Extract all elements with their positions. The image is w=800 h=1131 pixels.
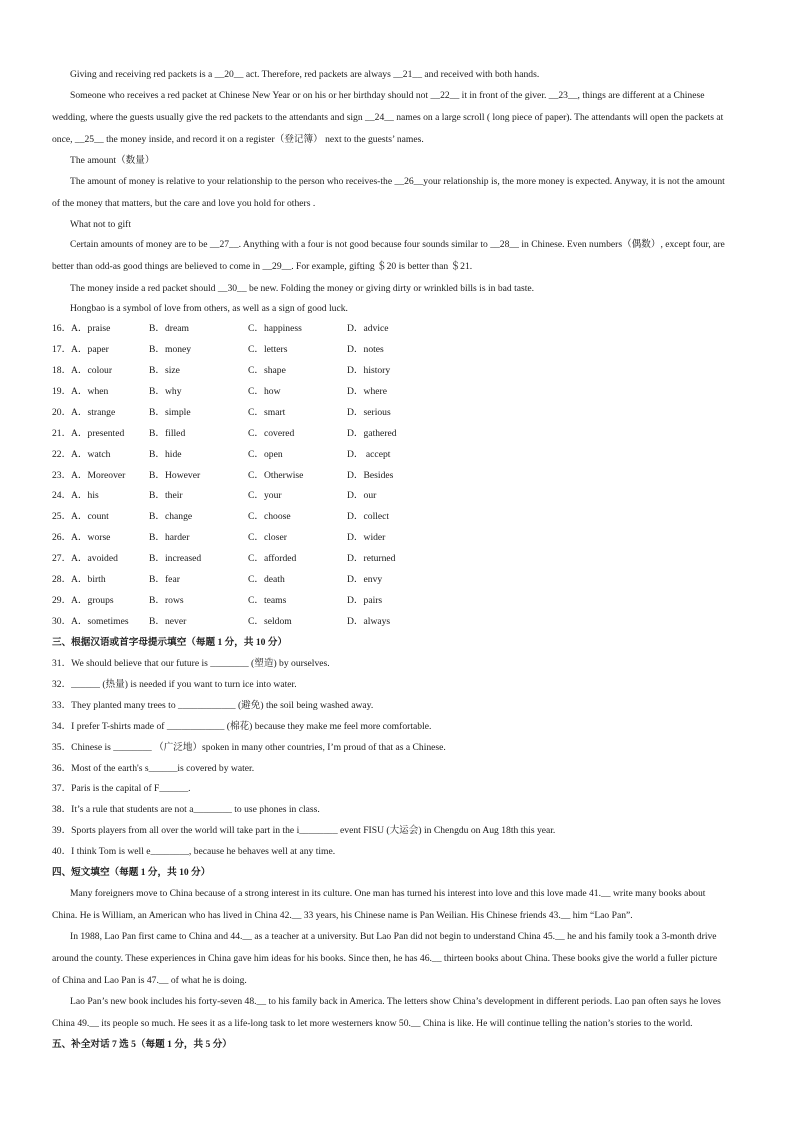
option-a: A．groups (71, 595, 114, 606)
question-number: 25． (52, 511, 72, 522)
passage-line: Hongbao is a symbol of love from others, as well as a sign of good luck. (70, 303, 348, 314)
option-a: A．count (71, 511, 109, 522)
option-a: A．worse (71, 532, 111, 543)
passage-line: China 49.__ its people so much. He sees it as a life-long task to let more westerners know 50.__ China is like. He will continue telling the nation’s stories to the world. (52, 1018, 693, 1029)
option-b: B．never (149, 616, 187, 627)
option-d: D．pairs (347, 595, 383, 606)
option-c: C．letters (248, 344, 288, 355)
option-c: C．seldom (248, 616, 292, 627)
option-a: A．avoided (71, 553, 118, 564)
option-a: A．when (71, 386, 109, 397)
option-b: B．increased (149, 553, 202, 564)
option-a: A．watch (71, 449, 111, 460)
question-number: 29． (52, 595, 72, 606)
option-c: C．death (248, 574, 285, 585)
option-d: D． accept (347, 449, 391, 460)
passage-line: The money inside a red packet should __30__ be new. Folding the money or giving dirty or wrinkled bills is in bad taste. (70, 283, 535, 294)
option-b: B．simple (149, 407, 191, 418)
question-number: 18． (52, 365, 72, 376)
passage-line: once, __25__ the money inside, and record it on a register（登记簿） next to the guests’ names. (52, 134, 424, 145)
option-d: D．Besides (347, 470, 394, 481)
question-number: 22． (52, 449, 72, 460)
option-c: C．Otherwise (248, 470, 304, 481)
question-number: 24． (52, 490, 72, 501)
passage-line: wedding, where the guests usually give the red packets to the attendants and sign __24__ names on a large scroll ( long piece of paper). The attendants will open the packets at (52, 112, 724, 123)
option-b: B．size (149, 365, 180, 376)
section-heading: 三、根据汉语或首字母提示填空（每题 1 分，共 10 分） (52, 637, 288, 648)
question-number: 21． (52, 428, 72, 439)
option-b: B．why (149, 386, 182, 397)
option-a: A．praise (71, 323, 111, 334)
option-b: B．change (149, 511, 193, 522)
fill-in-question: 35．Chinese is ________ （广泛地）spoken in many other countries, I’m proud of that as a Chinese. (52, 742, 446, 753)
fill-in-question: 38．It’s a rule that students are not a________ to use phones in class. (52, 804, 320, 815)
option-b: B．hide (149, 449, 182, 460)
option-d: D．notes (347, 344, 384, 355)
option-c: C．happiness (248, 323, 302, 334)
option-c: C．covered (248, 428, 295, 439)
option-d: D．where (347, 386, 387, 397)
passage-line: In 1988, Lao Pan first came to China and 44.__ as a teacher at a university. But Lao Pan did not begin to understand China 45.__ he and his family took a 3-month drive (70, 931, 717, 942)
option-d: D．returned (347, 553, 396, 564)
passage-line: China. He is William, an American who has lived in China 42.__ 33 years, his Chinese name is Pan Weilian. His Chinese friends 43.__ him “Lao Pan”. (52, 910, 633, 921)
option-d: D．collect (347, 511, 390, 522)
fill-in-question: 37．Paris is the capital of F______. (52, 783, 191, 794)
option-a: A．presented (71, 428, 125, 439)
option-a: A．Moreover (71, 470, 126, 481)
question-number: 23． (52, 470, 72, 481)
question-number: 27． (52, 553, 72, 564)
option-d: D．always (347, 616, 391, 627)
option-d: D．serious (347, 407, 391, 418)
fill-in-question: 33．They planted many trees to ____________ (避免) the soil being washed away. (52, 700, 374, 711)
fill-in-question: 31．We should believe that our future is ________ (塑造) by ourselves. (52, 658, 330, 669)
passage-line: Giving and receiving red packets is a __20__ act. Therefore, red packets are always __21__ and received with both hands. (70, 69, 540, 80)
option-c: C．open (248, 449, 283, 460)
option-c: C．smart (248, 407, 286, 418)
question-number: 20． (52, 407, 72, 418)
passage-line: Someone who receives a red packet at Chinese New Year or on his or her birthday should not __22__ it in front of the giver. __23__, things are different at a Chinese (70, 90, 705, 101)
option-d: D．history (347, 365, 391, 376)
option-a: A．his (71, 490, 99, 501)
option-c: C．shape (248, 365, 286, 376)
fill-in-question: 32．______ (热量) is needed if you want to turn ice into water. (52, 679, 297, 690)
fill-in-question: 34．I prefer T-shirts made of ____________ (棉花) because they make me feel more comfortable. (52, 721, 432, 732)
option-b: B．dream (149, 323, 189, 334)
option-b: B．fear (149, 574, 180, 585)
option-a: A．colour (71, 365, 113, 376)
option-b: B．their (149, 490, 183, 501)
option-b: B．However (149, 470, 201, 481)
option-b: B．filled (149, 428, 186, 439)
question-number: 30． (52, 616, 72, 627)
option-c: C．how (248, 386, 281, 397)
option-c: C．afforded (248, 553, 297, 564)
question-number: 19． (52, 386, 72, 397)
question-number: 16． (52, 323, 72, 334)
passage-line: The amount of money is relative to your relationship to the person who receives-the __26__your relationship is, the more money is expected. Anyway, it is not the amount (70, 176, 725, 187)
section-heading: 五、补全对话 7 选 5（每题 1 分，共 5 分） (52, 1039, 232, 1050)
passage-line: of the money that matters, but the care and love you hold for others . (52, 198, 316, 209)
question-number: 28． (52, 574, 72, 585)
option-a: A．strange (71, 407, 116, 418)
option-d: D．gathered (347, 428, 397, 439)
option-d: D．wider (347, 532, 386, 543)
fill-in-question: 39．Sports players from all over the world will take part in the i________ event FISU (大运会) in Chengdu on Aug 18th this year. (52, 825, 556, 836)
passage-line: The amount（数量） (70, 155, 155, 166)
passage-line: of China and Lao Pan is 47.__ of what he is doing. (52, 975, 247, 986)
section-heading: 四、短文填空（每题 1 分，共 10 分） (52, 867, 211, 878)
option-a: A．paper (71, 344, 109, 355)
option-b: B．harder (149, 532, 190, 543)
option-b: B．money (149, 344, 192, 355)
passage-line: around the county. These experiences in China gave him ideas for his books. Since then, he has 46.__ thirteen books about China. These books give the world a fuller picture (52, 953, 718, 964)
option-a: A．birth (71, 574, 106, 585)
passage-line: Certain amounts of money are to be __27__. Anything with a four is not good because four sounds similar to __28__ in Chinese. Even numbers（偶数）, except four, are (70, 239, 725, 250)
option-c: C．closer (248, 532, 287, 543)
option-d: D．envy (347, 574, 383, 585)
passage-line: Lao Pan’s new book includes his forty-seven 48.__ to his family back in America. The letters show China’s development in different periods. Lao pan often says he loves (70, 996, 721, 1007)
option-b: B．rows (149, 595, 184, 606)
passage-line: What not to gift (70, 219, 132, 230)
option-a: A．sometimes (71, 616, 129, 627)
option-c: C．your (248, 490, 282, 501)
fill-in-question: 36．Most of the earth's s______is covered by water. (52, 763, 255, 774)
question-number: 26． (52, 532, 72, 543)
passage-line: Many foreigners move to China because of a strong interest in its culture. One man has turned his interest into love and this love made 41.__ write many books about (70, 888, 706, 899)
option-d: D．our (347, 490, 377, 501)
option-c: C．teams (248, 595, 287, 606)
fill-in-question: 40．I think Tom is well e________, because he behaves well at any time. (52, 846, 336, 857)
option-c: C．choose (248, 511, 291, 522)
passage-line: better than odd-as good things are believed to come in __29__. For example, gifting ＄20 is better than ＄21. (52, 261, 473, 272)
question-number: 17． (52, 344, 72, 355)
option-d: D．advice (347, 323, 389, 334)
